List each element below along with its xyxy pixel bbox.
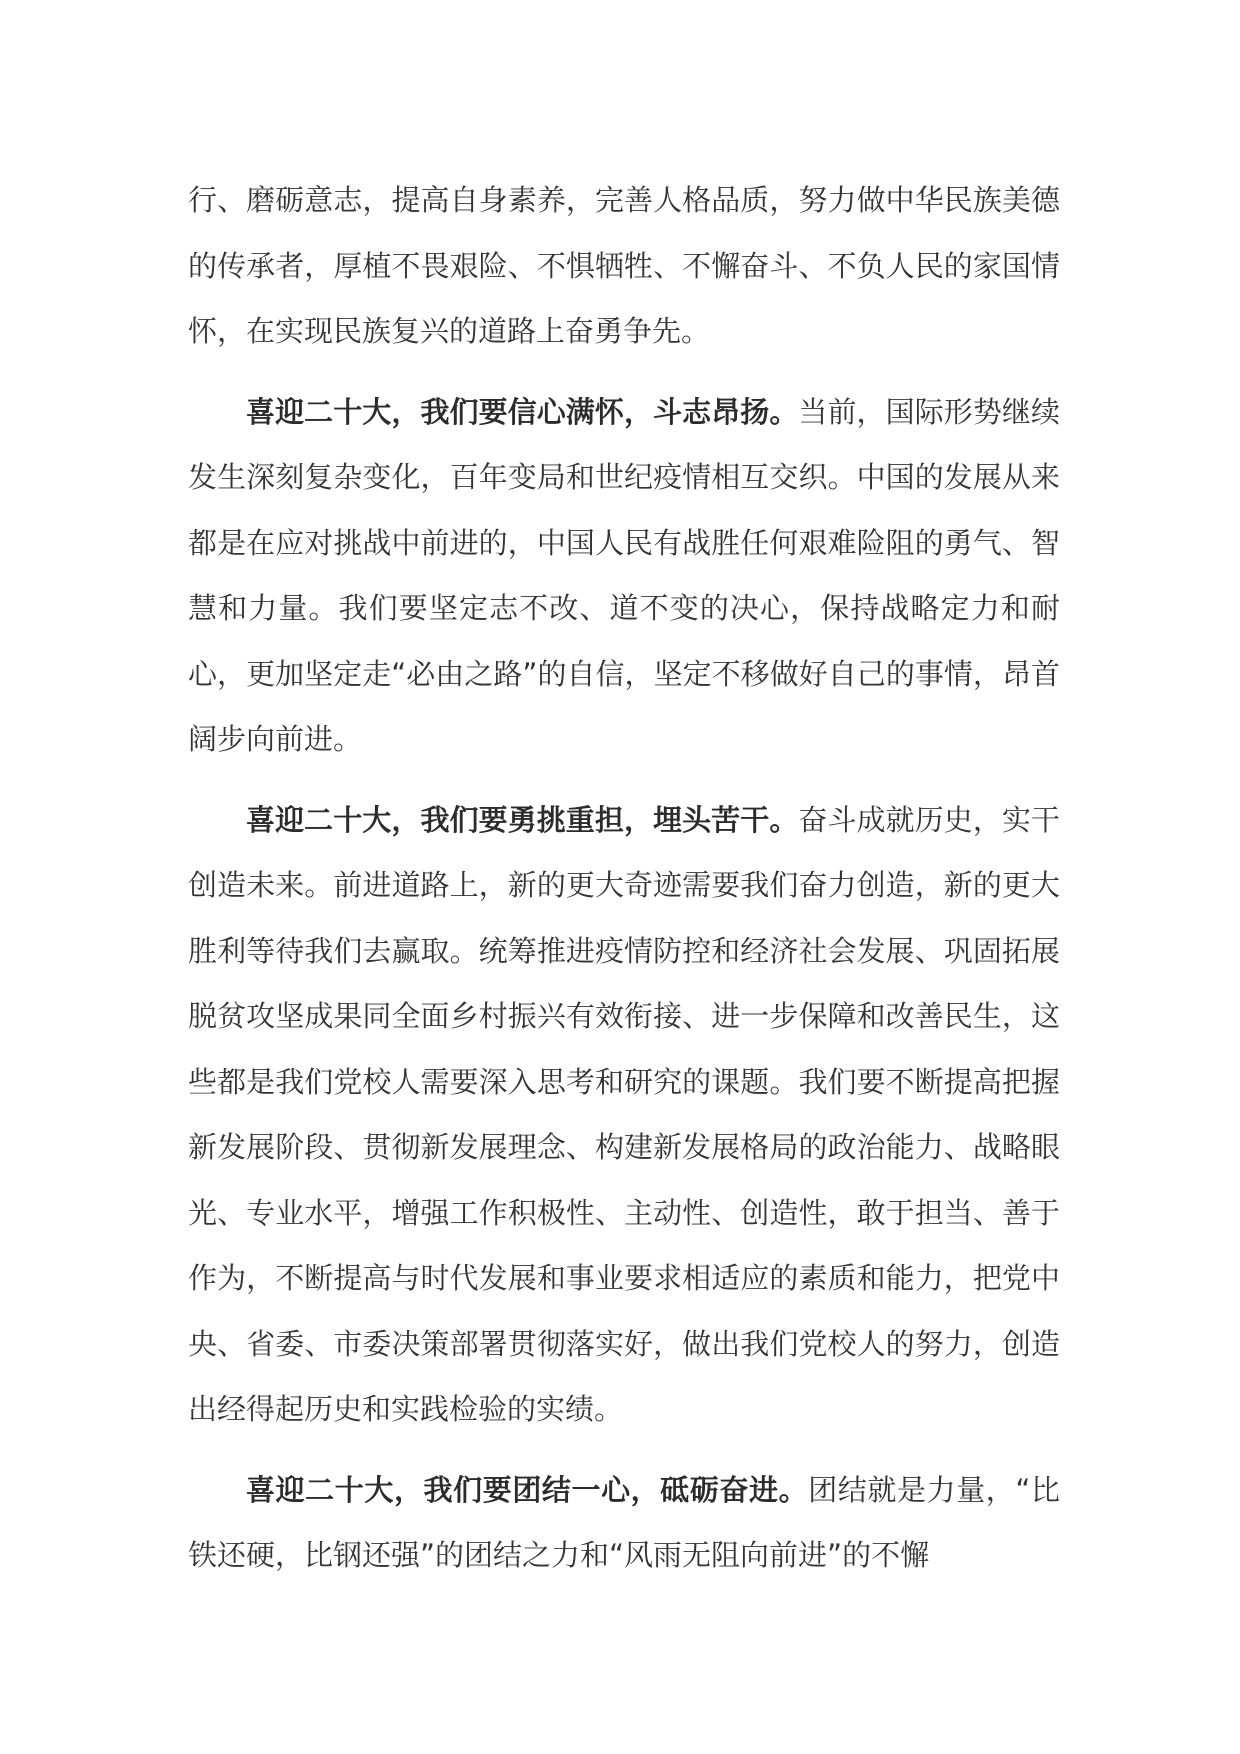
document-page [188, 168, 1060, 1604]
paragraph-text: 奋斗成就历史，实干创造未来。前进道路上，新的更大奇迹需要我们奋力创造，新的更大胜利等待我们去赢取。统筹推进疫情防控和经济社会发展、巩固拓展脱贫攻坚成果同全面乡村振兴有效衔接、进一步保障和改善民生，这些都是我们党校人需要深入思考和研究的课题。我们要不断提高把握新发展阶段、贯彻新发展理念、构建新发展格局的政治能力、战略眼光、专业水平，增强工作积极性、主动性、创造性，敢于担当、善于作为，不断提高与时代发展和事业要求相适应的素质和能力，把党中央、省委、市委决策部署贯彻落实好，做出我们党校人的努力，创造出经得起历史和实践检验的实绩。 [188, 802, 1060, 1426]
paragraph-unity [188, 1458, 1060, 1589]
paragraph-lead: 喜迎二十大，我们要勇挑重担，埋头苦干。 [246, 802, 799, 837]
paragraph-lead: 喜迎二十大，我们要团结一心，砥砺奋进。 [246, 1472, 809, 1507]
paragraph-text: 行、磨砺意志，提高自身素养，完善人格品质，努力做中华民族美德的传承者，厚植不畏艰险、不惧牺牲、不懈奋斗、不负人民的家国情怀，在实现民族复兴的道路上奋勇争先。 [188, 183, 1060, 348]
paragraph-responsibility [188, 788, 1060, 1443]
paragraph-confidence [188, 380, 1060, 773]
paragraph-continuation [188, 168, 1060, 365]
paragraph-text: 团结就是力量，“比铁还硬，比钢还强”的团结之力和“风雨无阻向前进”的不懈 [188, 1472, 1060, 1572]
paragraph-text: 当前，国际形势继续发生深刻复杂变化，百年变局和世纪疫情相互交织。中国的发展从来都是在应对挑战中前进的，中国人民有战胜任何艰难险阻的勇气、智慧和力量。我们要坚定志不改、道不变的决心，保持战略定力和耐心，更加坚定走“必由之路”的自信，坚定不移做好自己的事情，昂首阔步向前进。 [188, 394, 1060, 756]
paragraph-lead: 喜迎二十大，我们要信心满怀，斗志昂扬。 [246, 394, 799, 429]
